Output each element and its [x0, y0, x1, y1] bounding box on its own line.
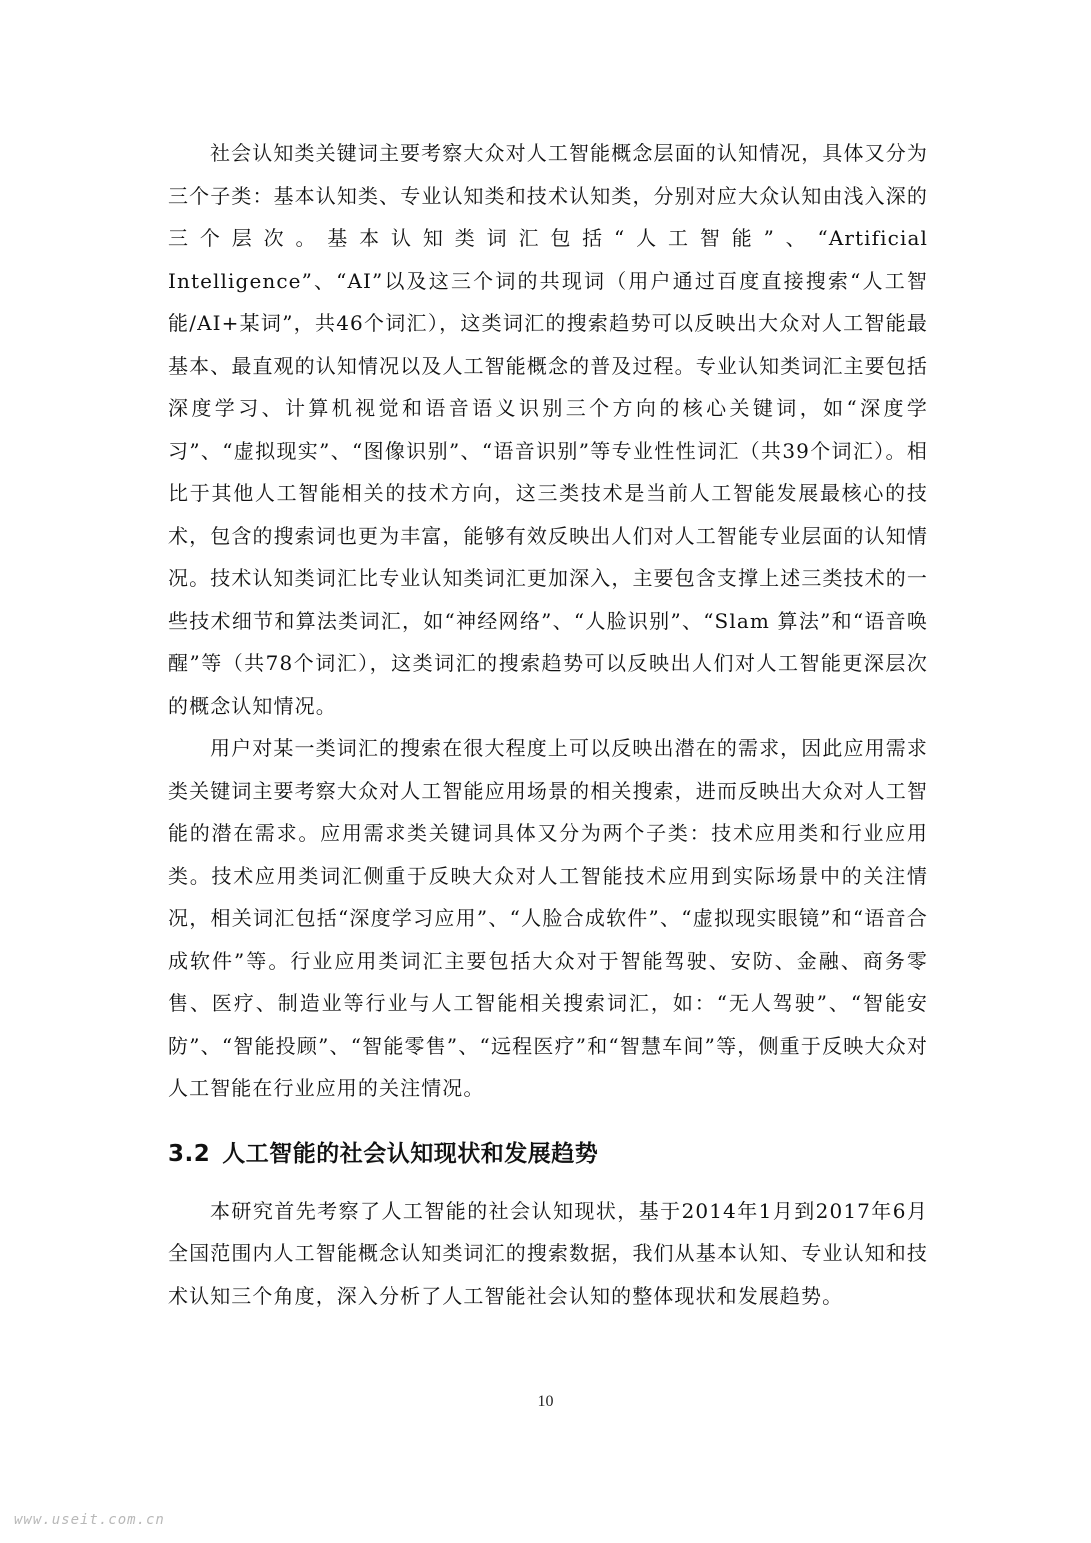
section-title: 人工智能的社会认知现状和发展趋势	[222, 1140, 599, 1167]
page-body	[168, 132, 928, 1317]
watermark-text: www.useit.com.cn	[14, 1512, 165, 1528]
section-heading	[168, 1132, 928, 1176]
paragraph-section-intro: 本研究首先考察了人工智能的社会认知现状，基于2014年1月到2017年6月全国范围内人工智能概念认知类词汇的搜索数据，我们从基本认知、专业认知和技术认知三个角度，深入分析了人工智能社会认知的整体现状和发展趋势。	[168, 1198, 928, 1308]
paragraph-application-demand: 用户对某一类词汇的搜索在很大程度上可以反映出潜在的需求，因此应用需求类关键词主要考察大众对人工智能应用场景的相关搜索，进而反映出大众对人工智能的潜在需求。应用需求类关键词具体又分为两个子类：技术应用类和行业应用类。技术应用类词汇侧重于反映大众对人工智能技术应用到实际场景中的关注情况，相关词汇包括“深度学习应用”、“人脸合成软件”、“虚拟现实眼镜”和“语音合成软件”等。行业应用类词汇主要包括大众对于智能驾驶、安防、金融、商务零售、医疗、制造业等行业与人工智能相关搜索词汇，如：“无人驾驶”、“智能安防”、“智能投顾”、“智能零售”、“远程医疗”和“智慧车间”等，侧重于反映大众对人工智能在行业应用的关注情况。	[168, 736, 928, 1100]
paragraph-social-cognition: 社会认知类关键词主要考察大众对人工智能概念层面的认知情况，具体又分为三个子类：基本认知类、专业认知类和技术认知类，分别对应大众认知由浅入深的三个层次。基本认知类词汇包括“人工智能”、“Artificial Intelligence”、“AI”以及这三个词的共现词（用户通过百度直接搜索“人工智能/AI+某词”，共46个词汇），这类词汇的搜索趋势可以反映出大众对人工智能最基本、最直观的认知情况以及人工智能概念的普及过程。专业认知类词汇主要包括深度学习、计算机视觉和语音语义识别三个方向的核心关键词，如“深度学习”、“虚拟现实”、“图像识别”、“语音识别”等专业性性词汇（共39个词汇）。相比于其他人工智能相关的技术方向，这三类技术是当前人工智能发展最核心的技术，包含的搜索词也更为丰富，能够有效反映出人们对人工智能专业层面的认知情况。技术认知类词汇比专业认知类词汇更加深入，主要包含支撑上述三类技术的一些技术细节和算法类词汇，如“神经网络”、“人脸识别”、“Slam 算法”和“语音唤醒”等（共78个词汇），这类词汇的搜索趋势可以反映出人们对人工智能更深层次的概念认知情况。	[168, 141, 928, 718]
page-number: 10	[537, 1393, 554, 1410]
section-number: 3.2	[168, 1140, 211, 1167]
